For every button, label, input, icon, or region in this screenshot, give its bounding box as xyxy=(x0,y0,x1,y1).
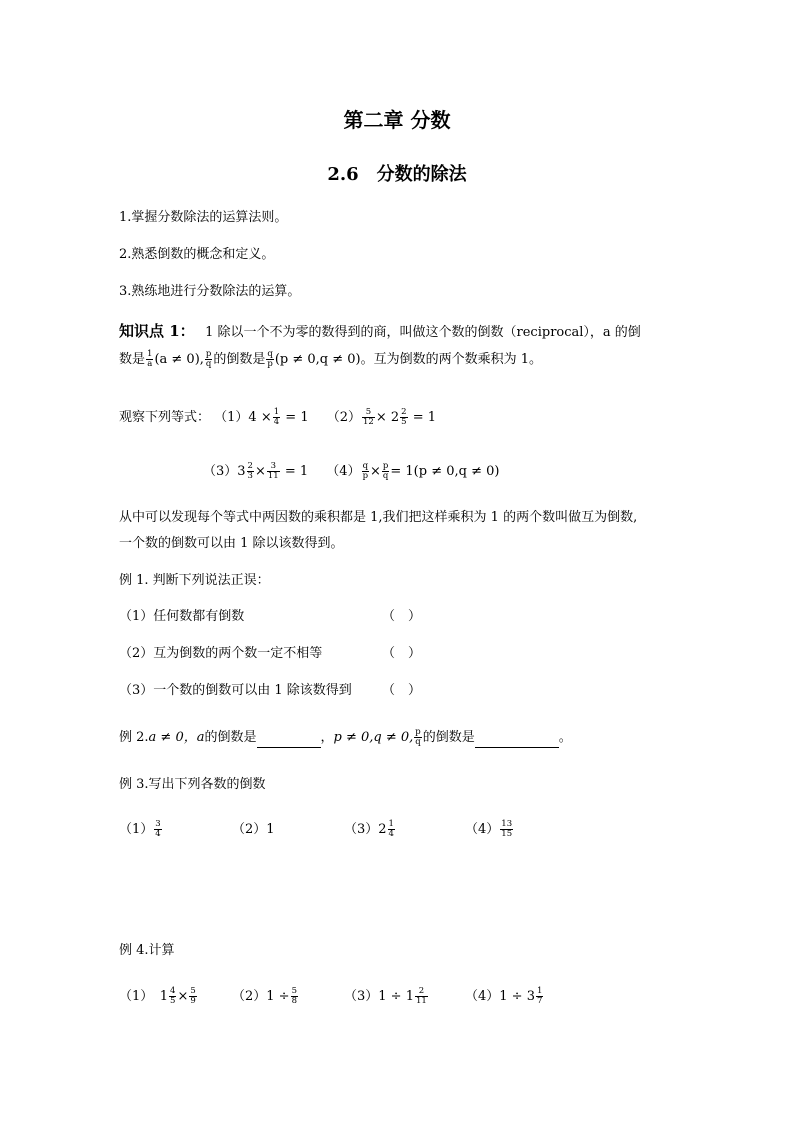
equation-3: （3）3 $\frac{2}{3}$ × $\frac{3}{11}$ = 1 xyxy=(203,461,309,481)
section-title: 2.6 分数的除法 xyxy=(327,164,467,185)
knowledge-mid: 的倒数是 xyxy=(213,352,266,367)
knowledge-prefix: 数是 xyxy=(119,352,146,367)
example3-item-2: （2）1 xyxy=(232,822,275,837)
observe-label: 观察下列等式： xyxy=(119,410,211,425)
conclusion-line-2: 一个数的倒数可以由 1 除以该数得到。 xyxy=(119,536,344,551)
example1-item-1: （1）任何数都有倒数 xyxy=(119,609,245,624)
equation-4: （4） $\frac{q}{p}$ × $\frac{p}{q}$ = 1(p ≠ 0,q ≠ 0) xyxy=(326,461,500,481)
observe-line-2 xyxy=(203,462,499,482)
chapter-title: 第二章 分数 xyxy=(343,108,451,132)
fraction-p-over-q: $\frac{p}{q}$ xyxy=(205,349,212,369)
example4-title: 例 4.计算 xyxy=(119,943,175,958)
answer-blank-2[interactable] xyxy=(475,732,559,748)
knowledge-line-1 xyxy=(119,321,641,343)
knowledge-cond-1: (a ≠ 0), xyxy=(154,352,204,367)
objective-2: 2.熟悉倒数的概念和定义。 xyxy=(119,247,275,262)
example1-paren-1[interactable]: （ ） xyxy=(382,609,422,624)
example1-paren-2[interactable]: （ ） xyxy=(382,646,422,661)
equation-2: （2） $\frac{5}{12}$ × 2 $\frac{2}{5}$ = 1 xyxy=(326,407,436,427)
example1-item-2: （2）互为倒数的两个数一定不相等 xyxy=(119,646,323,661)
example1-item-3: （3）一个数的倒数可以由 1 除该数得到 xyxy=(119,683,352,698)
example4-item-3: （3）1 ÷ 1 $\frac{2}{11}$ xyxy=(344,986,427,1006)
example1-paren-3[interactable]: （ ） xyxy=(382,683,422,698)
example4-item-1: （1） 1 $\frac{4}{5}$ × $\frac{5}{9}$ xyxy=(119,986,196,1006)
example3-item-1: （1） $\frac{3}{4}$ xyxy=(119,819,161,839)
objective-1: 1.掌握分数除法的运算法则。 xyxy=(119,210,288,225)
fraction-1-over-a: $\frac{1}{a}$ xyxy=(147,349,153,369)
observe-line-1 xyxy=(119,408,436,428)
knowledge-cond-2: (p ≠ 0,q ≠ 0)。互为倒数的两个数乘积为 1。 xyxy=(274,352,543,367)
example1-title: 例 1. 判断下列说法正误： xyxy=(119,573,270,588)
example4-item-4: （4）1 ÷ 3 $\frac{1}{7}$ xyxy=(465,986,543,1006)
objective-3: 3.熟练地进行分数除法的运算。 xyxy=(119,284,301,299)
knowledge-label: 知识点 1： xyxy=(119,322,195,340)
knowledge-line-2 xyxy=(119,350,542,370)
knowledge-text-1: 1 除以一个不为零的数得到的商，叫做这个数的倒数（reciprocal），a 的倒 xyxy=(205,325,641,340)
fraction-q-over-p: $\frac{q}{p}$ xyxy=(267,349,273,369)
answer-blank-1[interactable] xyxy=(257,732,321,748)
example3-item-3: （3）2 $\frac{1}{4}$ xyxy=(344,819,394,839)
example4-item-2: （2）1 ÷ $\frac{5}{8}$ xyxy=(232,986,297,1006)
equation-1: （1）4 × $\frac{1}{4}$ = 1 xyxy=(214,407,309,427)
example3-item-4: （4） $\frac{13}{15}$ xyxy=(465,819,513,839)
conclusion-line-1: 从中可以发现每个等式中两因数的乘积都是 1,我们把这样乘积为 1 的两个数叫做互为倒数, xyxy=(119,510,638,525)
example2-line: 例 2.a ≠ 0，a的倒数是 ，p ≠ 0,q ≠ 0, $\frac{p}{q}$ 的倒数是 。 xyxy=(119,727,572,747)
example3-title: 例 3.写出下列各数的倒数 xyxy=(119,777,266,792)
